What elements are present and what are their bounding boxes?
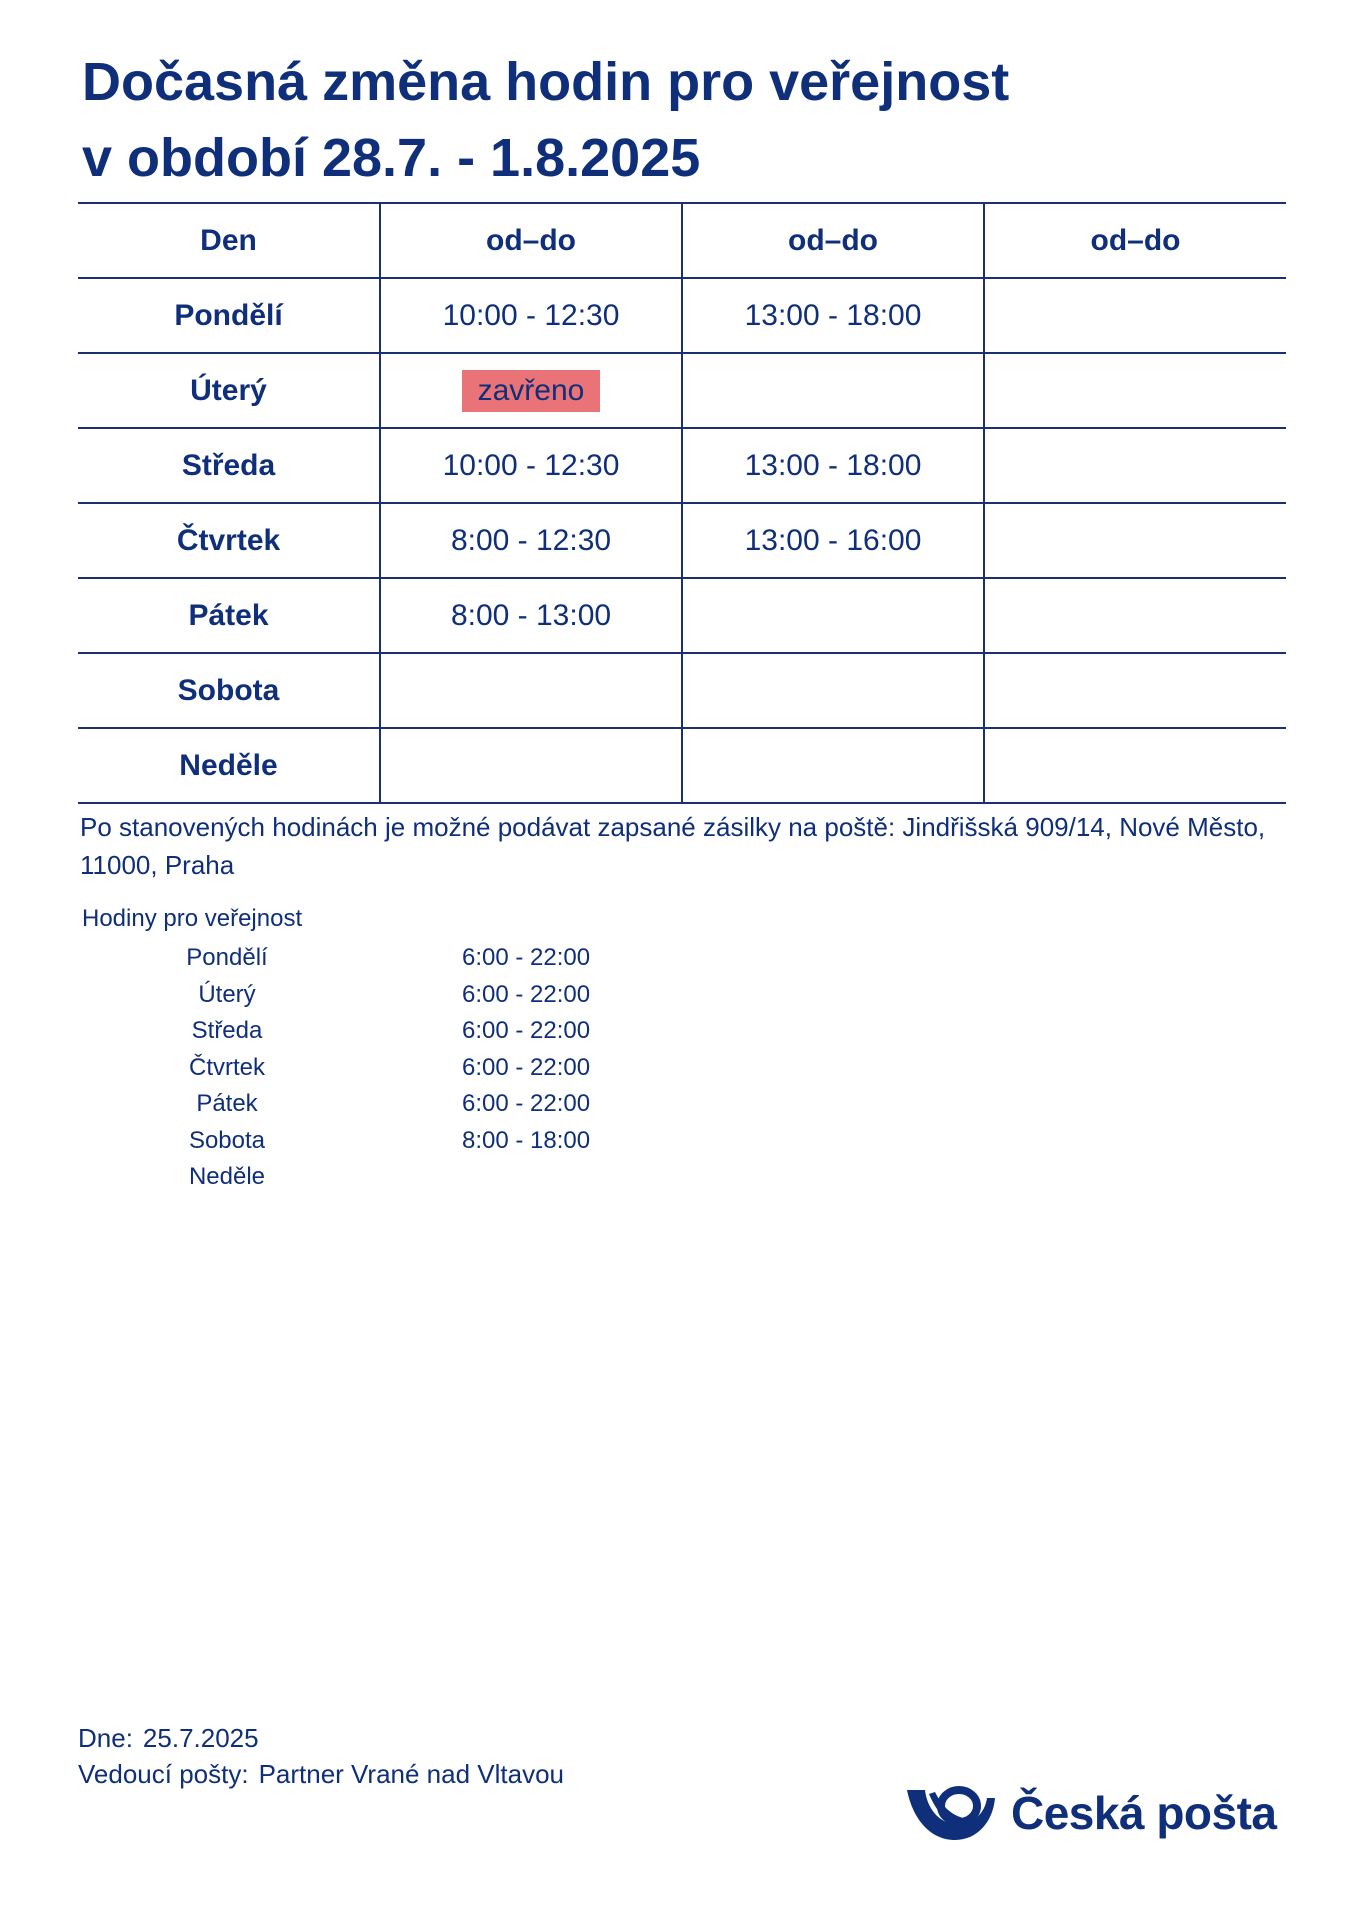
list-item [82,1123,682,1160]
list-item [82,1086,682,1123]
public-day: Sobota [188,1126,266,1154]
manager-label: Vedoucí pošty: [78,1759,249,1789]
manager-value: Partner Vrané nad Vltavou [258,1759,565,1789]
date-line [78,1720,564,1756]
row-day: Sobota [78,653,380,728]
public-day: Pondělí [186,944,268,971]
row-day: Úterý [78,353,380,428]
public-time: 6:00 - 22:00 [462,944,591,971]
public-day: Středa [191,1017,263,1044]
header-slot-1: od–do [380,203,682,278]
row-slot-3 [984,353,1286,428]
closed-badge: zavřeno [462,370,601,412]
row-slot-1: 8:00 - 12:30 [380,503,682,578]
public-day: Neděle [188,1163,266,1190]
posthorn-icon [905,1784,997,1842]
row-slot-2 [682,653,984,728]
header-slot-2: od–do [682,203,984,278]
after-hours-note: Po stanovených hodinách je možné podávat zapsané zásilky na poště: Jindřišská 909/14, Nové Město, 11000, Praha [80,812,1266,880]
signature-block [78,1720,564,1792]
row-slot-2 [682,728,984,803]
date-label: Dne: [78,1723,133,1753]
title-line-1: Dočasná změna hodin pro veřejnost [82,52,1010,112]
row-slot-2: 13:00 - 18:00 [682,278,984,353]
row-slot-3 [984,428,1286,503]
public-day: Úterý [198,980,256,1008]
public-day: Pátek [196,1090,258,1117]
date-value: 25.7.2025 [142,1723,259,1753]
row-day: Středa [78,428,380,503]
row-slot-1 [380,653,682,728]
public-day: Čtvrtek [188,1053,265,1081]
row-slot-2 [682,353,984,428]
public-time: 6:00 - 22:00 [462,1090,591,1117]
row-day: Neděle [78,728,380,803]
list-item [82,1013,682,1050]
temporary-hours-table [78,202,1286,804]
header-slot-3: od–do [984,203,1286,278]
table-row [78,503,1286,578]
public-hours-heading: Hodiny pro veřejnost [82,905,303,932]
list-item [82,1050,682,1087]
public-hours-list [82,940,682,1196]
table-row [78,728,1286,803]
row-slot-3 [984,653,1286,728]
ceska-posta-logo [905,1778,1290,1848]
list-item [82,1159,682,1196]
table-row [78,428,1286,503]
table-row [78,353,1286,428]
row-slot-1: 10:00 - 12:30 [380,278,682,353]
table-header-row [78,203,1286,278]
public-time: 6:00 - 22:00 [462,980,591,1008]
table-row [78,578,1286,653]
logo-wordmark: Česká pošta [1011,1787,1277,1839]
list-item [82,940,682,977]
row-slot-1 [380,353,682,428]
row-slot-1: 10:00 - 12:30 [380,428,682,503]
row-day: Pondělí [78,278,380,353]
public-time: 6:00 - 22:00 [462,1017,591,1044]
row-day: Pátek [78,578,380,653]
table-row [78,653,1286,728]
row-slot-3 [984,578,1286,653]
row-slot-2: 13:00 - 16:00 [682,503,984,578]
public-time: 8:00 - 18:00 [462,1126,591,1154]
table-row [78,278,1286,353]
row-slot-2: 13:00 - 18:00 [682,428,984,503]
row-slot-3 [984,728,1286,803]
row-slot-2 [682,578,984,653]
list-item [82,977,682,1014]
public-time: 6:00 - 22:00 [462,1053,591,1081]
header-day: Den [78,203,380,278]
row-day: Čtvrtek [78,503,380,578]
row-slot-3 [984,278,1286,353]
row-slot-3 [984,503,1286,578]
row-slot-1 [380,728,682,803]
manager-line [78,1756,564,1792]
page-title [82,44,1302,196]
title-line-2: v období 28.7. - 1.8.2025 [82,128,701,188]
row-slot-1: 8:00 - 13:00 [380,578,682,653]
